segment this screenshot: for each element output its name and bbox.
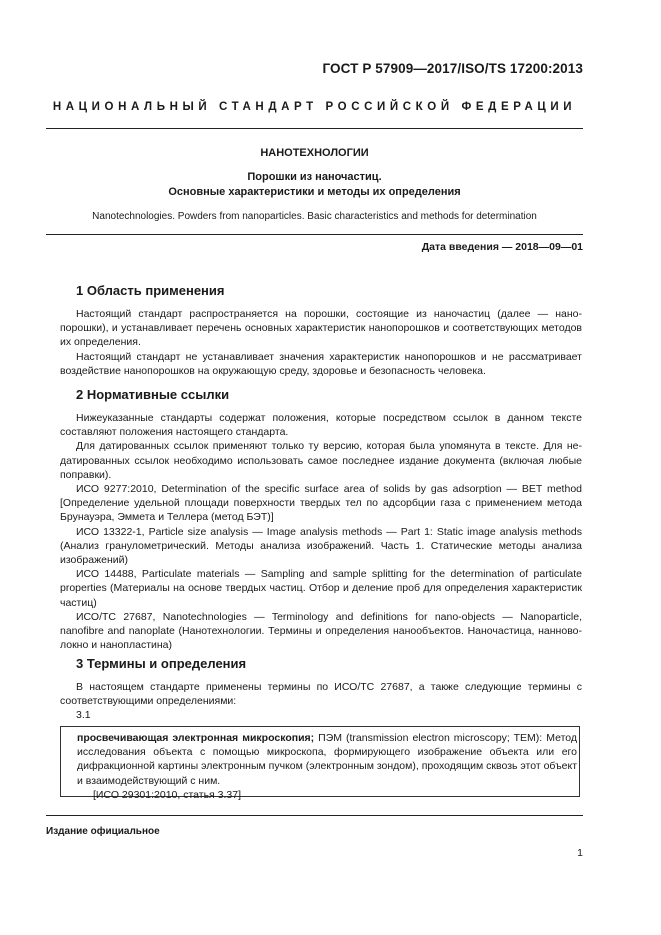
official-edition-label: Издание официальное xyxy=(46,826,160,837)
standard-subtitle-line2: Основные характеристики и методы их определения xyxy=(168,186,461,198)
term-definition xyxy=(77,731,577,788)
paragraph: Настоящий стандарт не устанавливает значения характеристик нанопорошков и не рассматривает воздействие нанопорошков на окружающую среду, здоровье и безопасность человека. xyxy=(60,350,582,377)
paragraph: Для датированных ссылок применяют только ту версию, которая была упомянута в тексте. Для недатированных ссылок необходимо использовать самое последнее издание документа (включая любые поправки). xyxy=(60,440,582,481)
section-2-body xyxy=(60,411,582,652)
reference-iso-9277: ИСО 9277:2010, Determination of the specific surface area of solids by gas adsorption — BET method [Определение удельной площади поверхности твердых тел по адсорбции газа с применением метода Брунауэра, Эммета и Теллера (метод БЭТ)] xyxy=(60,483,582,524)
term-description: ПЭМ (transmission electron microscopy; TEM): Метод исследования объекта с помощью микроскопа, формирующего изображение объекта или его дифракционной картины электронным пучком (электронным зондом), проходящим сквозь этот объект и взаимодействующий с ним. xyxy=(77,732,578,787)
term-source: [ИСО 29301:2010, статья 3.37] xyxy=(93,788,241,801)
section-3-body xyxy=(60,680,582,723)
document-code: ГОСТ Р 57909—2017/ISO/TS 17200:2013 xyxy=(322,61,583,76)
english-title: Nanotechnologies. Powders from nanoparticles. Basic characteristics and methods for determination xyxy=(92,211,537,222)
standard-subtitle-line1: Порошки из наночастиц. xyxy=(247,171,382,183)
page-number: 1 xyxy=(577,847,583,859)
term-number: 3.1 xyxy=(76,709,91,722)
paragraph: В настоящем стандарте применены термины по ИСО/ТС 27687, а также следующие термины с соответствующими определениями: xyxy=(60,681,582,708)
paragraph: Настоящий стандарт распространяется на порошки, состоящие из наночастиц (далее — нанопорошки), и устанавливает перечень основных характеристик нанопорошков и соответствующих методов их определения. xyxy=(60,308,582,349)
standard-title: НАНОТЕХНОЛОГИИ xyxy=(260,147,369,159)
reference-iso-ts-27687: ИСО/ТС 27687, Nanotechnologies — Terminology and definitions for nano-objects — Nanoparticle, nanofibre and nanoplate (Нанотехнологии. Термины и определения нанообъектов. Наночастица, нанноволокно и нанопластина) xyxy=(60,610,582,652)
footer-divider xyxy=(46,815,583,816)
reference-iso-14488: ИСО 14488, Particulate materials — Sampling and sample splitting for the determination of particulate properties (Материалы на основе твердых частиц. Отбор и деление проб для определения характеристик частиц) xyxy=(60,568,582,609)
national-standard-banner: НАЦИОНАЛЬНЫЙ СТАНДАРТ РОССИЙСКОЙ ФЕДЕРАЦИИ xyxy=(52,101,577,113)
term-definition-box xyxy=(60,726,580,801)
paragraph: Нижеуказанные стандарты содержат положения, которые посредством ссылок в данном тексте составляют положения настоящего стандарта. xyxy=(60,412,582,439)
title-divider xyxy=(46,234,583,235)
section-2-heading: 2 Нормативные ссылки xyxy=(76,387,230,402)
section-3-heading: 3 Термины и определения xyxy=(76,656,247,671)
term-name: просвечивающая электронная микроскопия; xyxy=(77,732,315,744)
reference-iso-13322: ИСО 13322-1, Particle size analysis — Image analysis methods — Part 1: Static image analysis methods (Анализ гранулометрический. Методы анализа изображений. Часть 1. Статические методы анализа изображений) xyxy=(60,525,582,567)
introduction-date: Дата введения — 2018—09—01 xyxy=(421,241,583,253)
header-divider xyxy=(46,128,583,129)
section-1-body xyxy=(60,307,582,378)
section-1-heading: 1 Область применения xyxy=(76,283,225,298)
